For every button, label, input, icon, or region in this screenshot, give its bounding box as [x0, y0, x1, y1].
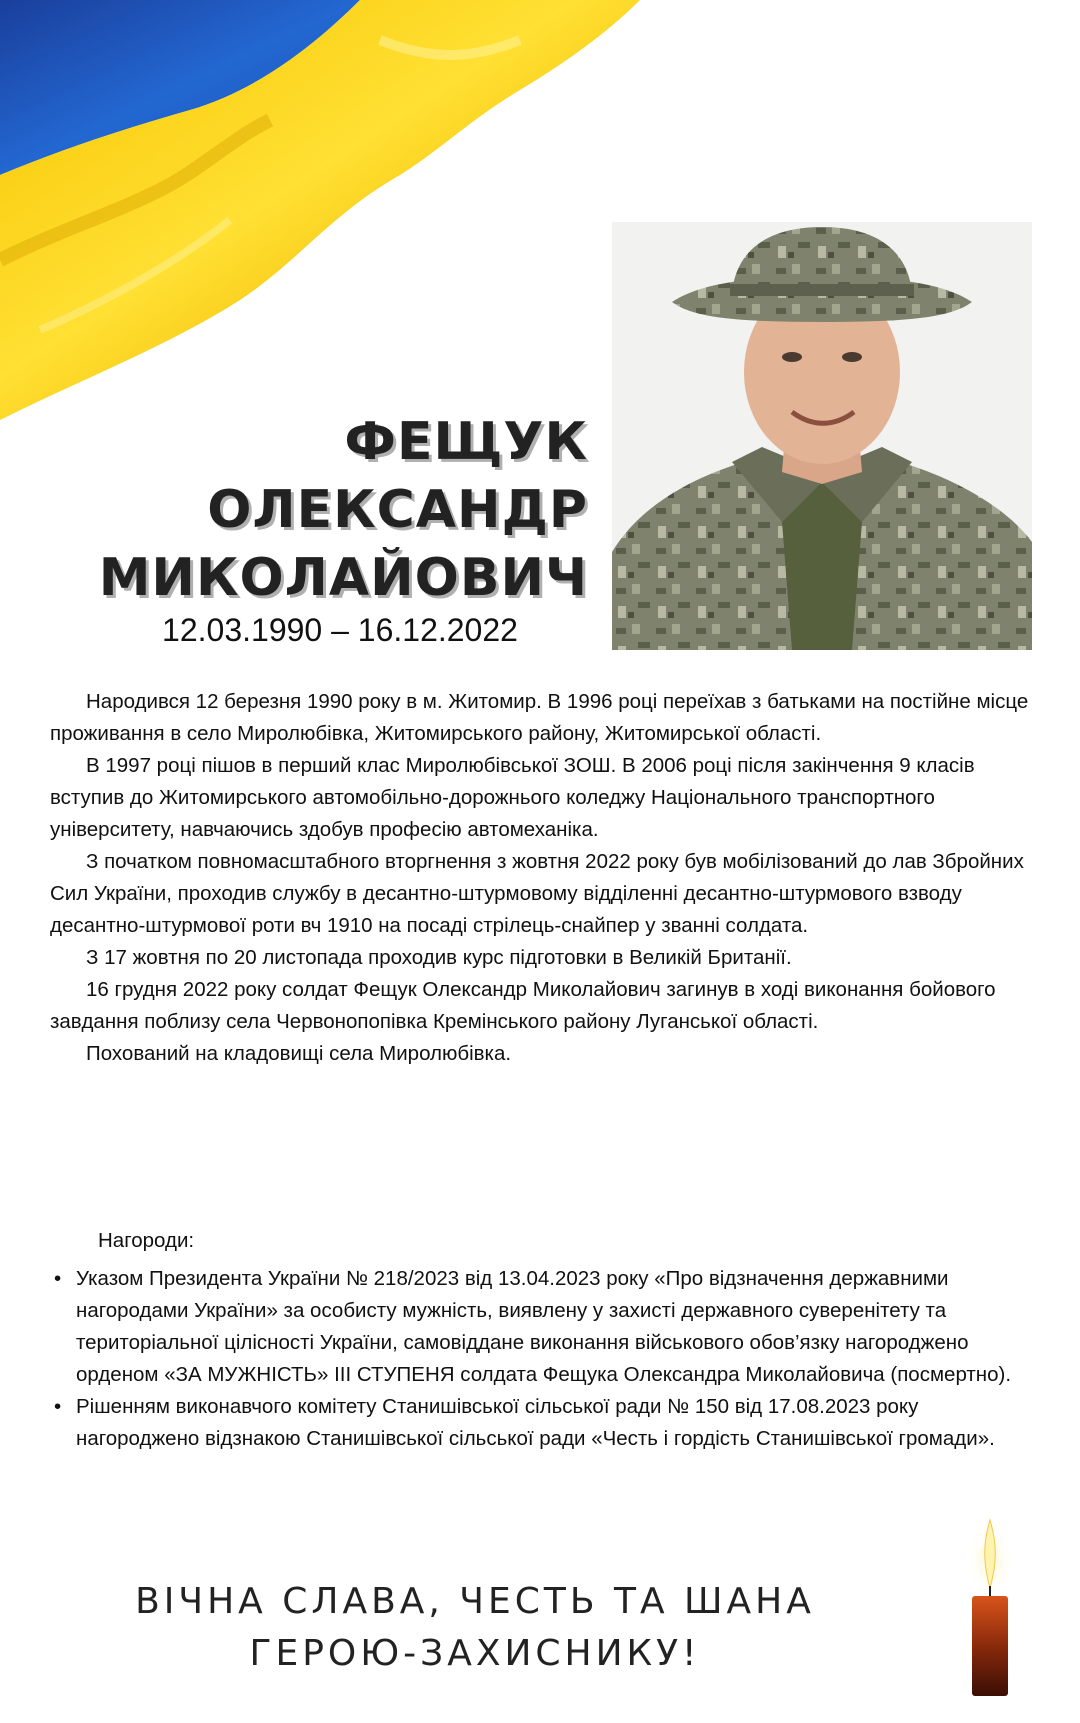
awards-section [50, 1225, 1040, 1455]
bio-paragraph: В 1997 році пішов в перший клас Миролюбівської ЗОШ. В 2006 році після закінчення 9 класів вступив до Житомирського автомобільно-дорожнього коледжу Національного транспортного університету, навчаючись здобув професію автомеханіка. [50, 754, 975, 841]
first-name: ОЛЕКСАНДР [207, 480, 588, 540]
life-dates: 12.03.1990 – 16.12.2022 [162, 612, 518, 648]
bullet-icon: • [54, 1267, 62, 1290]
motto-line-1: ВІЧНА СЛАВА, ЧЕСТЬ ТА ШАНА [135, 1581, 815, 1622]
patronymic: МИКОЛАЙОВИЧ [98, 548, 588, 608]
bio-paragraph: Народився 12 березня 1990 року в м. Житомир. В 1996 році переїхав з батьками на постійне місце проживання в село Миролюбівка, Житомирського району, Житомирської області. [50, 690, 1029, 745]
motto-line-2: ГЕРОЮ-ЗАХИСНИКУ! [249, 1633, 701, 1674]
biography [50, 686, 1040, 1070]
ukrainian-flag-icon [0, 0, 640, 430]
bio-paragraph: З 17 жовтня по 20 листопада проходив курс підготовки в Великій Британії. [86, 946, 792, 969]
name-block [99, 408, 588, 612]
surname: ФЕЩУК [344, 412, 588, 472]
bio-paragraph: 16 грудня 2022 року солдат Фещук Олександр Миколайович загинув в ході виконання бойового завдання поблизу села Червонопопівка Кремінського району Луганської області. [50, 978, 996, 1033]
award-text: Рішенням виконавчого комітету Станишівської сільської ради № 150 від 17.08.2023 року нагороджено відзнакою Станишівської сільської ради «Честь і гордість Станишівської громади». [76, 1395, 995, 1450]
candle-icon [960, 1510, 1020, 1700]
soldier-portrait [612, 222, 1032, 650]
memorial-motto [60, 1576, 890, 1680]
award-item [54, 1263, 1040, 1391]
awards-list [50, 1263, 1040, 1455]
award-text: Указом Президента України № 218/2023 від 13.04.2023 року «Про відзначення державними нагородами України» за особисту мужність, виявлену у захисті державного суверенітету та територіальної цілісності України, самовіддане виконання військового обов’язку нагороджено орденом «ЗА МУЖНІСТЬ» III СТУПЕНЯ солдата Фещука Олександра Миколайовича (посмертно). [76, 1267, 1012, 1386]
award-item [54, 1391, 1040, 1455]
awards-title: Нагороди: [98, 1229, 195, 1252]
bio-paragraph: Похований на кладовищі села Миролюбівка. [86, 1042, 512, 1065]
bio-paragraph: З початком повномасштабного вторгнення з жовтня 2022 року був мобілізований до лав Збройних Сил України, проходив службу в десантно-штурмовому відділенні десантно-штурмового взводу десантно-штурмової роти вч 1910 на посаді стрілець-снайпер у званні солдата. [50, 850, 1024, 937]
bullet-icon: • [54, 1395, 62, 1418]
